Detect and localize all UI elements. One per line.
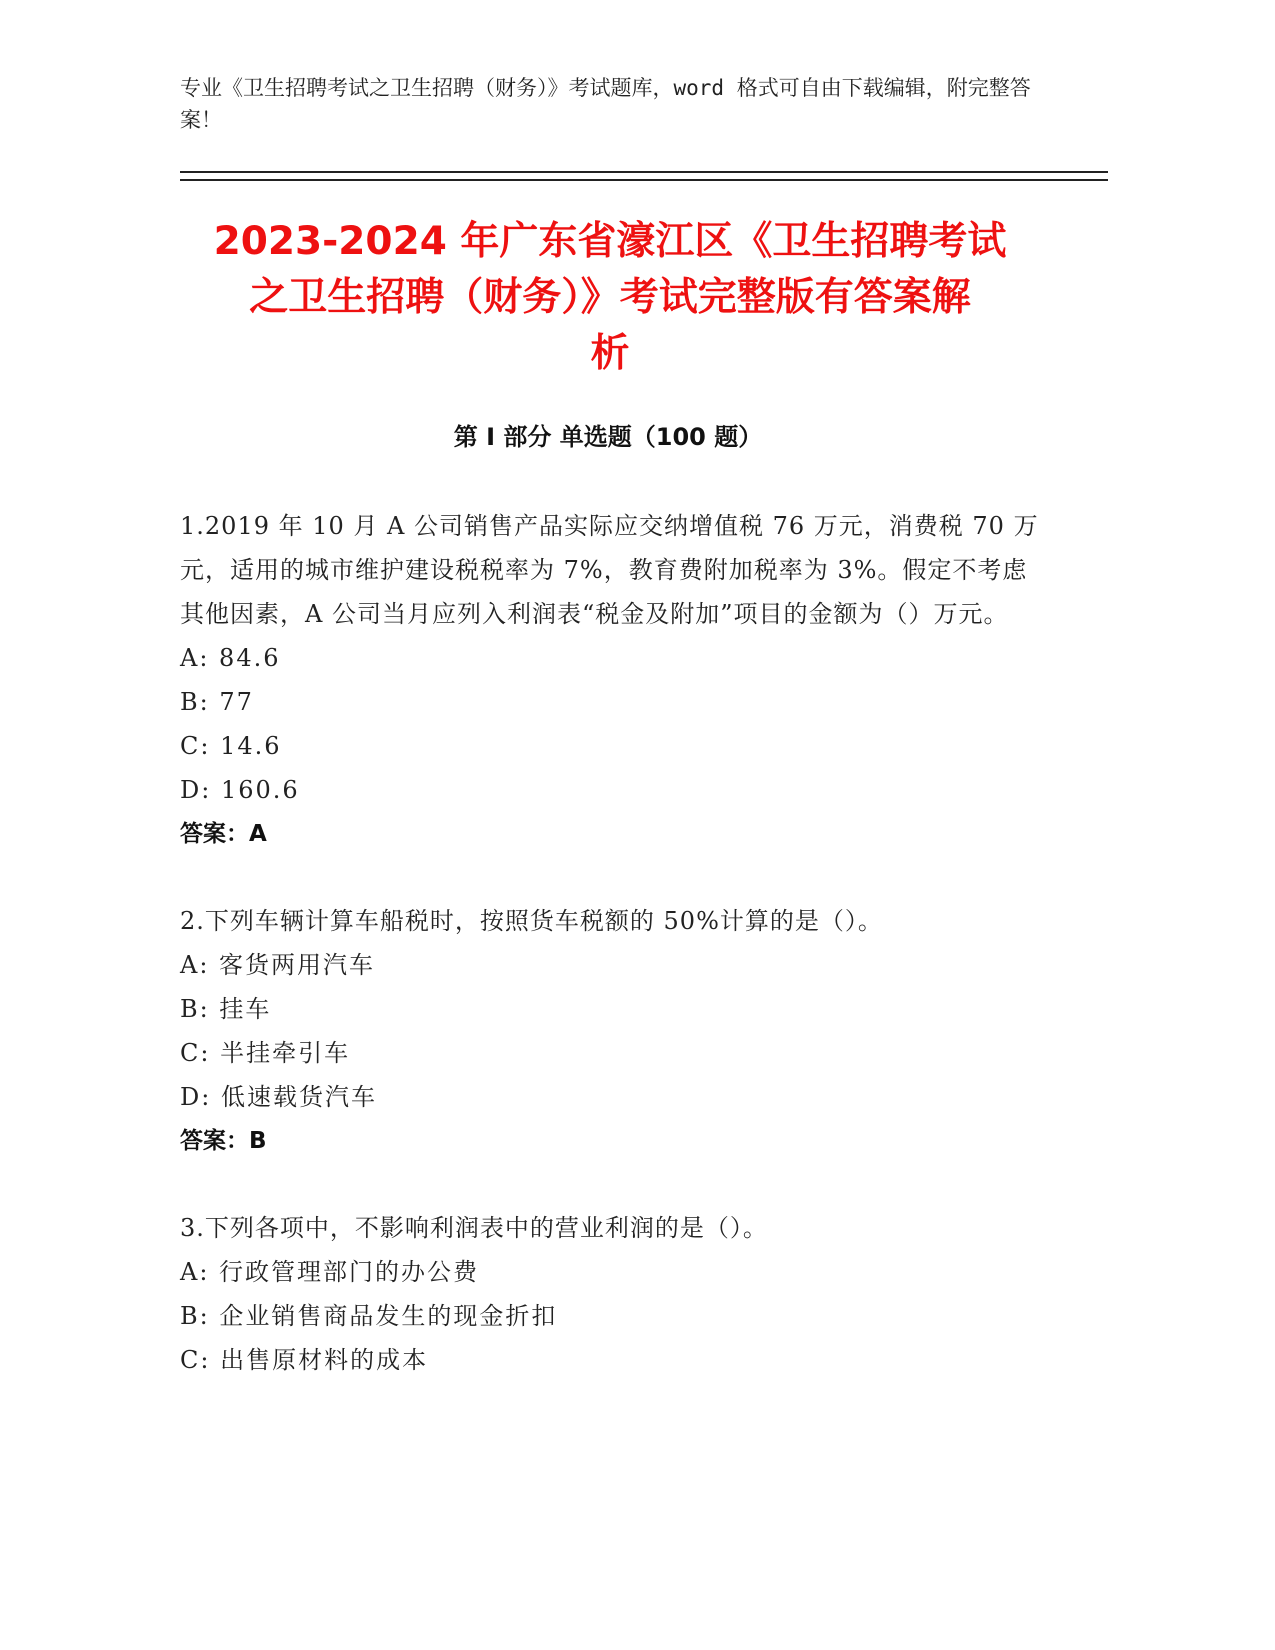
option-a: A: 行政管理部门的办公费 [180, 1258, 480, 1286]
title-line: 2023-2024 年广东省濠江区《卫生招聘考试 [213, 219, 1007, 264]
question-3 [180, 1206, 1040, 1382]
header-note: 专业《卫生招聘考试之卫生招聘（财务）》考试题库，word 格式可自由下载编辑，附完整答案！ [180, 76, 1031, 132]
document-title [160, 214, 1060, 382]
option-b: B: 企业销售商品发生的现金折扣 [180, 1302, 558, 1330]
option-c: C: 出售原材料的成本 [180, 1346, 429, 1374]
question-list [180, 504, 1040, 1425]
question-1 [180, 504, 1040, 856]
question-stem: 1.2019 年 10 月 A 公司销售产品实际应交纳增值税 76 万元，消费税 70 万元，适用的城市维护建设税税率为 7%，教育费附加税率为 3%。假定不考虑其他因素，A 公司当月应列入利润表“税金及附加”项目的金额为（）万元。 [180, 512, 1039, 628]
question-2 [180, 899, 1040, 1163]
answer-label: 答案：B [180, 1128, 267, 1154]
option-c: C: 14.6 [180, 732, 282, 760]
option-b: B: 77 [180, 688, 254, 716]
section-heading: 第 I 部分 单选题（100 题） [453, 423, 763, 451]
option-c: C: 半挂牵引车 [180, 1039, 351, 1067]
option-d: D: 160.6 [180, 776, 300, 804]
title-line: 析 [590, 331, 630, 376]
header-divider-bottom [180, 179, 1108, 181]
option-a: A: 客货两用汽车 [180, 951, 376, 979]
title-line: 之卫生招聘（财务）》考试完整版有答案解 [249, 275, 971, 320]
header-divider-top [180, 171, 1108, 173]
question-stem: 2.下列车辆计算车船税时，按照货车税额的 50%计算的是（）。 [180, 907, 883, 935]
option-a: A: 84.6 [180, 644, 281, 672]
option-b: B: 挂车 [180, 995, 272, 1023]
option-d: D: 低速载货汽车 [180, 1083, 377, 1111]
answer-label: 答案：A [180, 821, 267, 847]
question-stem: 3.下列各项中，不影响利润表中的营业利润的是（）。 [180, 1214, 768, 1242]
